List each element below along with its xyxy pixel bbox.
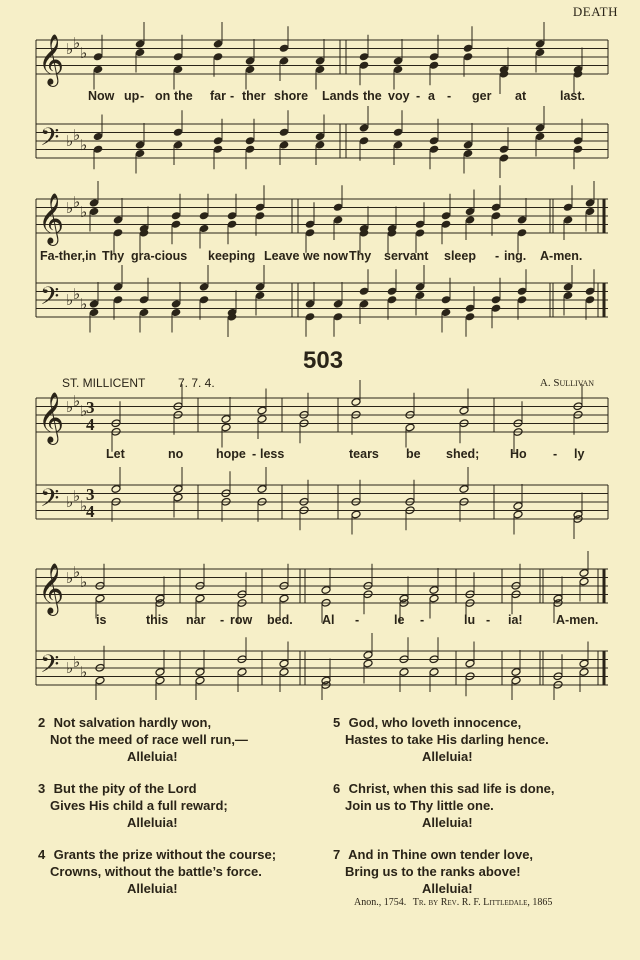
verse-alleluia: Alleluia! <box>422 815 473 830</box>
lyric-syllable: the <box>174 89 193 103</box>
lyric-syllable: at <box>515 89 527 103</box>
verse-number: 4 <box>38 847 46 862</box>
lyric-syllable: Lands <box>322 89 359 103</box>
treble-clef: 𝄞 <box>38 392 65 443</box>
lyric-syllable: now <box>323 249 348 263</box>
lyric-syllable: sleep <box>444 249 476 263</box>
flat-sign: ♭ <box>73 193 81 211</box>
time-signature: 3 <box>86 485 95 504</box>
verse-number: 5 <box>333 715 341 730</box>
lyric-syllable: far <box>210 89 226 103</box>
verse-line: And in Thine own tender love, <box>348 847 534 862</box>
lyric-syllable: ther <box>242 89 266 103</box>
tune-name: ST. MILLICENT <box>62 376 146 390</box>
verse-line: Grants the prize without the course; <box>53 847 277 862</box>
verse-5 <box>333 714 549 765</box>
verse-line: But the pity of the Lord <box>53 781 197 796</box>
flat-sign: ♭ <box>73 487 81 505</box>
flat-sign: ♭ <box>80 402 88 420</box>
verse-line: Join us to Thy little one. <box>345 798 494 813</box>
lyric-syllable: lu <box>464 613 476 627</box>
flat-sign: ♭ <box>80 663 88 681</box>
translation-credit: Anon., 1754. Tr. by Rev. R. F. Littledale, 1865 <box>354 897 553 908</box>
lyric-syllable: up <box>124 89 140 103</box>
lyric-syllable: row <box>230 613 253 627</box>
lyric-syllable: on <box>155 89 171 103</box>
verse-number: 3 <box>38 781 46 796</box>
verse-number: 7 <box>333 847 341 862</box>
flat-sign: ♭ <box>66 659 74 677</box>
bass-clef: 𝄢 <box>40 650 60 685</box>
lyric-syllable: bed. <box>267 613 293 627</box>
lyric-syllable: ger <box>472 89 492 103</box>
verse-line: Hastes to take His darling hence. <box>345 732 549 747</box>
lyric-syllable: is <box>96 613 107 627</box>
hymn-number: 503 <box>303 347 344 374</box>
section-header: DEATH <box>572 4 618 19</box>
lyric-syllable: - <box>220 613 225 627</box>
flat-sign: ♭ <box>80 295 88 313</box>
lyric-syllable: tears <box>349 447 379 461</box>
lyric-syllable: ia! <box>508 613 523 627</box>
lyric-syllable: - <box>553 447 558 461</box>
flat-sign: ♭ <box>73 653 81 671</box>
bass-clef: 𝄢 <box>40 123 60 158</box>
verse-alleluia: Alleluia! <box>422 881 473 896</box>
lyric-syllable: Let <box>106 447 125 461</box>
lyric-syllable: - <box>495 249 500 263</box>
verse-alleluia: Alleluia! <box>127 749 178 764</box>
time-signature: 4 <box>86 502 95 521</box>
lyric-syllable: no <box>168 447 184 461</box>
flat-sign: ♭ <box>66 569 74 587</box>
flat-sign: ♭ <box>66 40 74 58</box>
flat-sign: ♭ <box>80 136 88 154</box>
lyric-syllable: - <box>420 613 425 627</box>
flat-sign: ♭ <box>80 203 88 221</box>
lyric-syllable: A-men. <box>556 613 599 627</box>
lyric-syllable: keeping <box>208 249 256 263</box>
lyric-syllable: Thy <box>349 249 372 263</box>
lyric-syllable: last. <box>560 89 586 103</box>
lyric-syllable: - <box>355 613 360 627</box>
lyric-syllable: shed; <box>446 447 480 461</box>
verse-7 <box>333 846 533 897</box>
lyric-syllable: the <box>363 89 382 103</box>
lyric-syllable: Al <box>322 613 335 627</box>
time-signature: 4 <box>86 415 95 434</box>
flat-sign: ♭ <box>73 392 81 410</box>
flat-sign: ♭ <box>80 573 88 591</box>
flat-sign: ♭ <box>66 398 74 416</box>
lyric-syllable: shore <box>274 89 309 103</box>
verse-alleluia: Alleluia! <box>422 749 473 764</box>
verse-number: 6 <box>333 781 341 796</box>
lyric-syllable: - <box>416 89 421 103</box>
lyric-syllable: a <box>428 89 435 103</box>
verse-line: Gives His child a full reward; <box>50 798 228 813</box>
flat-sign: ♭ <box>66 132 74 150</box>
treble-clef: 𝄞 <box>38 563 65 614</box>
lyric-syllable: - <box>447 89 452 103</box>
verse-3 <box>38 780 228 831</box>
lyric-syllable: - <box>252 447 257 461</box>
verse-line: God, who loveth innocence, <box>348 715 522 730</box>
flat-sign: ♭ <box>66 291 74 309</box>
treble-clef: 𝄞 <box>38 34 65 85</box>
lyric-syllable: nar <box>186 613 206 627</box>
flat-sign: ♭ <box>73 563 81 581</box>
lyric-syllable: servant <box>384 249 429 263</box>
verse-line: Not salvation hardly won, <box>53 715 212 730</box>
lyric-syllable: ing. <box>504 249 527 263</box>
verse-line: Bring us to the ranks above! <box>345 864 521 879</box>
lyric-syllable: - <box>230 89 235 103</box>
flat-sign: ♭ <box>66 493 74 511</box>
tune-meter: 7. 7. 4. <box>178 376 215 390</box>
lyric-syllable: Leave <box>264 249 300 263</box>
verse-line: Christ, when this sad life is done, <box>348 781 555 796</box>
lyric-syllable: we <box>303 249 320 263</box>
lyric-syllable: Thy <box>102 249 125 263</box>
verse-line: Crowns, without the battle’s force. <box>50 864 262 879</box>
lyric-syllable: less <box>260 447 285 461</box>
flat-sign: ♭ <box>73 34 81 52</box>
flat-sign: ♭ <box>66 199 74 217</box>
lyric-syllable: ly <box>574 447 585 461</box>
verse-line: Not the meed of race well run,— <box>50 732 248 747</box>
lyric-syllable: this <box>146 613 169 627</box>
verse-4 <box>38 846 276 897</box>
lyric-syllable: A-men. <box>540 249 583 263</box>
lyric-syllable: Now <box>88 89 115 103</box>
lyric-syllable: hope <box>216 447 246 461</box>
treble-clef: 𝄞 <box>38 193 65 244</box>
lyric-syllable: voy <box>388 89 410 103</box>
time-signature: 3 <box>86 398 95 417</box>
composer: A. Sullivan <box>539 377 594 389</box>
lyric-syllable: be <box>406 447 421 461</box>
flat-sign: ♭ <box>73 285 81 303</box>
bass-clef: 𝄢 <box>40 282 60 317</box>
flat-sign: ♭ <box>80 44 88 62</box>
lyric-syllable: le <box>394 613 405 627</box>
verse-6 <box>333 780 555 831</box>
lyric-syllable: - <box>140 89 145 103</box>
flat-sign: ♭ <box>73 126 81 144</box>
verse-alleluia: Alleluia! <box>127 815 178 830</box>
bass-clef: 𝄢 <box>40 484 60 519</box>
lyric-syllable: gra-cious <box>131 249 188 263</box>
verse-2 <box>38 714 248 765</box>
lyric-syllable: Ho <box>510 447 527 461</box>
lyric-syllable: - <box>486 613 491 627</box>
verse-alleluia: Alleluia! <box>127 881 178 896</box>
flat-sign: ♭ <box>80 497 88 515</box>
lyric-syllable: Fa-ther,in <box>40 249 97 263</box>
verse-number: 2 <box>38 715 46 730</box>
